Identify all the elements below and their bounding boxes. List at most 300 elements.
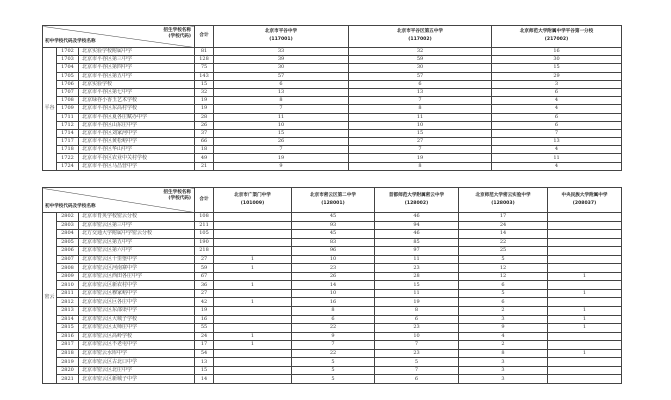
table-row xyxy=(43,358,622,367)
quota-cell: 45 xyxy=(292,213,375,222)
quota-cell: 13 xyxy=(492,138,622,146)
school-code-cell: 1712 xyxy=(57,121,79,129)
quota-cell: 2 xyxy=(459,341,548,350)
diagonal-header-cell xyxy=(43,26,195,48)
quota-cell: 1 xyxy=(214,281,292,290)
quota-cell: 23 xyxy=(375,349,459,358)
quota-cell: 10 xyxy=(292,289,375,298)
school-name-cell: 北京市密云区新农村中学 xyxy=(79,281,195,290)
quota-cell: 7 xyxy=(375,366,459,375)
table-row xyxy=(43,238,622,247)
quota-cell: 11 xyxy=(492,154,622,162)
school-code-cell: 2802 xyxy=(57,213,79,222)
school-code-cell: 1704 xyxy=(57,64,79,72)
quota-cell: 6 xyxy=(492,88,622,96)
column-school-name: 北京师范大学附属中学平谷第一分校 xyxy=(519,29,594,35)
table-row xyxy=(43,64,622,72)
table-row xyxy=(43,121,622,129)
quota-cell: 1 xyxy=(548,315,622,324)
total-cell: 13 xyxy=(195,358,214,367)
quota-cell: 1 xyxy=(548,307,622,316)
quota-cell: 4 xyxy=(459,332,548,341)
school-name-cell: 北京市密云区西田各庄中学 xyxy=(79,272,195,281)
table-row xyxy=(43,272,622,281)
quota-cell: 15 xyxy=(375,281,459,290)
school-column-header xyxy=(214,26,349,48)
quota-cell: 1 xyxy=(548,272,622,281)
quota-cell: 6 xyxy=(214,80,349,88)
school-code-cell: 2815 xyxy=(57,324,79,333)
quota-cell: 24 xyxy=(459,221,548,230)
total-cell: 36 xyxy=(195,281,214,290)
quota-cell: 26 xyxy=(292,272,375,281)
school-code-cell: 1722 xyxy=(57,154,79,162)
school-name-cell: 北京市平谷区华山中学 xyxy=(79,146,195,154)
total-cell: 49 xyxy=(195,154,214,162)
table-row xyxy=(43,146,622,154)
quota-cell xyxy=(214,375,292,384)
quota-cell xyxy=(214,349,292,358)
quota-cell: 4 xyxy=(492,162,622,170)
school-code-cell: 1714 xyxy=(57,129,79,137)
quota-cell: 93 xyxy=(292,221,375,230)
quota-cell: 10 xyxy=(214,121,349,129)
quota-cell: 3 xyxy=(459,375,548,384)
total-cell: 128 xyxy=(195,56,214,64)
quota-cell: 9 xyxy=(459,324,548,333)
quota-cell: 6 xyxy=(375,375,459,384)
total-cell: 19 xyxy=(195,105,214,113)
table-row xyxy=(43,264,622,273)
quota-cell: 25 xyxy=(459,247,548,256)
table-row xyxy=(43,162,622,170)
quota-cell: 5 xyxy=(459,289,548,298)
school-code-cell: 2809 xyxy=(57,272,79,281)
total-cell: 54 xyxy=(195,349,214,358)
school-name-cell: 北京市密云区新城子中学 xyxy=(79,375,195,384)
table-row xyxy=(43,230,622,239)
quota-cell: 46 xyxy=(375,213,459,222)
school-code-cell: 2810 xyxy=(57,281,79,290)
school-name-cell: 北京市密云区十里堡中学 xyxy=(79,255,195,264)
school-name-cell: 北京市密云区古北口中学 xyxy=(79,358,195,367)
quota-cell: 6 xyxy=(459,298,548,307)
school-code-cell: 2817 xyxy=(57,341,79,350)
school-name-cell: 北京市平谷区第七中学 xyxy=(79,88,195,96)
table-row xyxy=(43,113,622,121)
target-label: 招生学校名称 xyxy=(163,190,191,195)
quota-cell: 57 xyxy=(349,72,492,80)
table-row xyxy=(43,247,622,256)
column-school-code: (128001) xyxy=(321,200,345,206)
school-code-cell: 2814 xyxy=(57,315,79,324)
quota-cell: 6 xyxy=(292,315,375,324)
school-code-cell: 1717 xyxy=(57,138,79,146)
school-code-cell: 1709 xyxy=(57,105,79,113)
quota-cell xyxy=(214,307,292,316)
quota-cell: 15 xyxy=(214,129,349,137)
miyun-allocation-table xyxy=(42,187,622,384)
quota-cell: 30 xyxy=(349,64,492,72)
quota-cell xyxy=(548,298,622,307)
school-code-cell: 2816 xyxy=(57,332,79,341)
school-name-cell: 北京市平谷区刘家河中学 xyxy=(79,129,195,137)
quota-cell: 11 xyxy=(349,113,492,121)
quota-cell: 6 xyxy=(492,121,622,129)
school-name-cell: 北京实验学校 xyxy=(79,80,195,88)
column-school-code: (208037) xyxy=(572,200,597,206)
quota-cell: 23 xyxy=(292,264,375,273)
school-name-cell: 北京市密云区太师庄中学 xyxy=(79,324,195,333)
quota-cell xyxy=(548,247,622,256)
column-school-name: 北京师范大学密云实验中学 xyxy=(475,192,531,198)
quota-cell: 5 xyxy=(375,358,459,367)
quota-cell: 96 xyxy=(292,247,375,256)
school-code-cell: 2820 xyxy=(57,366,79,375)
total-cell: 18 xyxy=(195,146,214,154)
total-cell: 67 xyxy=(195,272,214,281)
quota-cell xyxy=(214,289,292,298)
header-row xyxy=(43,188,622,213)
quota-cell xyxy=(214,324,292,333)
quota-cell: 4 xyxy=(492,105,622,113)
column-school-code: (117002) xyxy=(408,37,432,42)
quota-cell xyxy=(548,341,622,350)
quota-cell: 13 xyxy=(349,88,492,96)
table-row xyxy=(43,298,622,307)
quota-cell: 4 xyxy=(492,97,622,105)
total-cell: 14 xyxy=(195,375,214,384)
quota-cell: 11 xyxy=(214,113,349,121)
total-cell: 27 xyxy=(195,289,214,298)
total-cell: 19 xyxy=(195,97,214,105)
quota-cell: 22 xyxy=(292,349,375,358)
total-header: 合计 xyxy=(195,188,214,213)
table-row xyxy=(43,332,622,341)
school-code-cell: 1706 xyxy=(57,80,79,88)
table-row xyxy=(43,138,622,146)
quota-cell: 5 xyxy=(292,358,375,367)
quota-cell: 15 xyxy=(349,129,492,137)
total-cell: 218 xyxy=(195,247,214,256)
quota-cell xyxy=(214,358,292,367)
quota-cell: 57 xyxy=(214,72,349,80)
quota-cell: 16 xyxy=(492,48,622,56)
table-row xyxy=(43,281,622,290)
total-cell: 16 xyxy=(195,315,214,324)
total-cell: 75 xyxy=(195,64,214,72)
quota-cell xyxy=(548,358,622,367)
quota-cell: 1 xyxy=(214,332,292,341)
table-row xyxy=(43,154,622,162)
quota-cell: 5 xyxy=(292,366,375,375)
quota-cell: 1 xyxy=(548,289,622,298)
school-code-cell: 2804 xyxy=(57,230,79,239)
table-row xyxy=(43,341,622,350)
school-name-cell: 北京市育英学校密云分校 xyxy=(79,213,195,222)
quota-cell: 30 xyxy=(214,64,349,72)
quota-cell: 15 xyxy=(492,64,622,72)
quota-cell: 3 xyxy=(459,358,548,367)
quota-cell: 8 xyxy=(375,307,459,316)
quota-cell xyxy=(214,238,292,247)
quota-cell: 7 xyxy=(375,341,459,350)
total-cell: 42 xyxy=(195,298,214,307)
quota-cell: 1 xyxy=(548,349,622,358)
quota-cell: 14 xyxy=(459,230,548,239)
quota-cell: 5 xyxy=(459,255,548,264)
quota-cell: 85 xyxy=(375,238,459,247)
quota-cell: 4 xyxy=(492,146,622,154)
quota-cell xyxy=(548,238,622,247)
table-row xyxy=(43,221,622,230)
target-label: 招生学校名称 xyxy=(163,28,191,33)
school-code-cell: 1703 xyxy=(57,56,79,64)
table-row xyxy=(43,105,622,113)
school-name-cell: 北京市密云区北庄中学 xyxy=(79,366,195,375)
school-column-header xyxy=(492,26,622,48)
school-name-cell: 北京市平谷区第三中学 xyxy=(79,56,195,64)
school-name-cell: 北京市平谷区马昌营中学 xyxy=(79,162,195,170)
target-code-label: (学校代码) xyxy=(168,33,191,39)
quota-cell: 33 xyxy=(214,48,349,56)
total-cell: 190 xyxy=(195,238,214,247)
quota-cell: 19 xyxy=(375,298,459,307)
school-name-cell: 北京市平谷区东高村学校 xyxy=(79,105,195,113)
quota-cell: 12 xyxy=(459,272,548,281)
quota-cell: 6 xyxy=(349,80,492,88)
quota-cell xyxy=(548,332,622,341)
quota-cell: 8 xyxy=(214,97,349,105)
total-cell: 19 xyxy=(195,307,214,316)
quota-cell: 6 xyxy=(459,281,548,290)
quota-cell: 7 xyxy=(349,146,492,154)
quota-cell: 7 xyxy=(349,97,492,105)
quota-cell xyxy=(548,221,622,230)
quota-cell: 16 xyxy=(292,298,375,307)
school-name-cell: 北京实验学校附属中学 xyxy=(79,48,195,56)
total-cell: 37 xyxy=(195,129,214,137)
school-code-cell: 1707 xyxy=(57,88,79,96)
column-school-name: 首都师范大学附属密云中学 xyxy=(388,192,445,198)
school-column-header xyxy=(214,188,292,213)
school-name-cell: 北京市密云区高岭学校 xyxy=(79,332,195,341)
quota-cell xyxy=(548,213,622,222)
school-column-header xyxy=(459,188,548,213)
quota-cell: 8 xyxy=(349,105,492,113)
school-column-header xyxy=(292,188,375,213)
total-cell: 26 xyxy=(195,121,214,129)
column-school-code: (101009) xyxy=(240,200,265,206)
total-cell: 143 xyxy=(195,72,214,80)
quota-cell: 39 xyxy=(214,56,349,64)
total-cell: 24 xyxy=(195,332,214,341)
school-code-cell: 2821 xyxy=(57,375,79,384)
quota-cell: 22 xyxy=(292,324,375,333)
column-school-name: 北京市广渠门中学 xyxy=(234,192,271,198)
quota-cell: 17 xyxy=(459,213,548,222)
total-cell: 66 xyxy=(195,138,214,146)
school-column-header xyxy=(375,188,459,213)
quota-cell: 19 xyxy=(214,154,349,162)
header-row xyxy=(43,26,622,48)
quota-cell: 32 xyxy=(349,48,492,56)
quota-cell: 27 xyxy=(349,138,492,146)
total-cell: 17 xyxy=(195,341,214,350)
table-row xyxy=(43,213,622,222)
quota-cell: 3 xyxy=(459,315,548,324)
total-cell: 15 xyxy=(195,80,214,88)
total-cell: 59 xyxy=(195,264,214,273)
table-row xyxy=(43,88,622,96)
quota-cell: 8 xyxy=(349,162,492,170)
school-code-cell: 1702 xyxy=(57,48,79,56)
table-row xyxy=(43,97,622,105)
quota-cell xyxy=(548,281,622,290)
quota-cell xyxy=(214,315,292,324)
quota-cell: 7 xyxy=(214,105,349,113)
table-row xyxy=(43,72,622,80)
quota-cell: 3 xyxy=(492,80,622,88)
school-name-cell: 北方交通大学附属中学密云分校 xyxy=(79,230,195,239)
quota-cell: 14 xyxy=(292,281,375,290)
school-name-cell: 北京市密云区东邵渠中学 xyxy=(79,307,195,316)
quota-cell xyxy=(548,230,622,239)
table-row xyxy=(43,289,622,298)
quota-cell: 7 xyxy=(214,146,349,154)
quota-cell: 8 xyxy=(292,307,375,316)
total-cell: 105 xyxy=(195,230,214,239)
quota-cell: 11 xyxy=(375,255,459,264)
total-cell: 27 xyxy=(195,255,214,264)
quota-cell: 12 xyxy=(459,264,548,273)
total-cell: 15 xyxy=(195,366,214,375)
school-code-cell: 1718 xyxy=(57,146,79,154)
quota-cell: 3 xyxy=(459,366,548,375)
quota-cell: 1 xyxy=(214,298,292,307)
quota-cell: 59 xyxy=(349,56,492,64)
quota-cell: 10 xyxy=(375,332,459,341)
total-header: 合计 xyxy=(195,26,214,48)
quota-cell: 46 xyxy=(375,230,459,239)
table-row xyxy=(43,48,622,56)
total-cell: 81 xyxy=(195,48,214,56)
table-row xyxy=(43,255,622,264)
school-name-cell: 北京市密云区不老屯中学 xyxy=(79,341,195,350)
quota-cell: 8 xyxy=(459,349,548,358)
region-cell: 平谷 xyxy=(43,48,57,171)
table-row xyxy=(43,324,622,333)
quota-cell xyxy=(548,375,622,384)
quota-cell: 1 xyxy=(214,264,292,273)
target-school-label xyxy=(163,190,191,202)
quota-cell: 1 xyxy=(548,324,622,333)
school-name-cell: 北京市密云区第三中学 xyxy=(79,221,195,230)
school-name-cell: 北京市平谷区黄松峪中学 xyxy=(79,138,195,146)
quota-cell: 6 xyxy=(375,315,459,324)
school-name-cell: 北京市密云区穆家峪中学 xyxy=(79,289,195,298)
table-row xyxy=(43,80,622,88)
school-code-cell: 2805 xyxy=(57,238,79,247)
quota-cell: 11 xyxy=(375,289,459,298)
quota-cell xyxy=(214,247,292,256)
school-name-cell: 北京市平谷区第五中学 xyxy=(79,72,195,80)
school-code-cell: 2818 xyxy=(57,349,79,358)
quota-cell: 1 xyxy=(214,341,292,350)
school-name-cell: 北京市密云区大城子学校 xyxy=(79,315,195,324)
quota-cell: 13 xyxy=(214,88,349,96)
table-row xyxy=(43,375,622,384)
school-column-header xyxy=(548,188,622,213)
quota-cell: 23 xyxy=(375,324,459,333)
column-school-code: (128003) xyxy=(491,200,515,206)
column-school-name: 中央民族大学附属中学 xyxy=(561,192,608,198)
total-cell: 28 xyxy=(195,113,214,121)
target-school-label xyxy=(163,28,191,40)
quota-cell: 19 xyxy=(349,154,492,162)
school-code-cell: 2813 xyxy=(57,307,79,316)
school-code-cell: 2819 xyxy=(57,358,79,367)
total-cell: 21 xyxy=(195,162,214,170)
table-row xyxy=(43,315,622,324)
school-name-cell: 北京市密云区河南寨中学 xyxy=(79,264,195,273)
quota-cell xyxy=(214,272,292,281)
school-code-cell: 2807 xyxy=(57,255,79,264)
quota-cell xyxy=(214,221,292,230)
total-cell: 32 xyxy=(195,88,214,96)
column-school-name: 北京市平谷中学 xyxy=(264,29,298,35)
quota-cell: 2 xyxy=(459,307,548,316)
school-name-cell: 北京绿谷小香玉艺术学校 xyxy=(79,97,195,105)
column-school-code: (128002) xyxy=(404,200,429,206)
school-name-cell: 北京市密云水库中学 xyxy=(79,349,195,358)
quota-cell xyxy=(548,366,622,375)
school-code-cell: 2806 xyxy=(57,247,79,256)
school-code-cell: 1705 xyxy=(57,72,79,80)
quota-cell xyxy=(214,213,292,222)
table-row xyxy=(43,56,622,64)
table-row xyxy=(43,366,622,375)
column-school-name: 北京市平谷区第五中学 xyxy=(397,29,443,35)
quota-cell xyxy=(214,366,292,375)
column-school-code: (217002) xyxy=(544,37,569,42)
table-row xyxy=(43,349,622,358)
school-code-cell: 1708 xyxy=(57,97,79,105)
column-school-code: (117001) xyxy=(269,37,293,42)
school-name-cell: 北京市密云区巨各庄中学 xyxy=(79,298,195,307)
school-name-cell: 北京市平谷区山东庄中学 xyxy=(79,121,195,129)
quota-cell: 1 xyxy=(214,255,292,264)
quota-cell: 94 xyxy=(375,221,459,230)
total-cell: 108 xyxy=(195,213,214,222)
quota-cell: 7 xyxy=(292,341,375,350)
quota-cell: 10 xyxy=(292,255,375,264)
school-code-cell: 2808 xyxy=(57,264,79,273)
quota-cell: 45 xyxy=(292,230,375,239)
quota-cell: 83 xyxy=(292,238,375,247)
quota-cell: 26 xyxy=(214,138,349,146)
quota-cell: 7 xyxy=(492,129,622,137)
quota-cell xyxy=(548,255,622,264)
school-name-cell: 北京市平谷区第四中学 xyxy=(79,64,195,72)
quota-cell: 9 xyxy=(292,332,375,341)
quota-cell: 97 xyxy=(375,247,459,256)
quota-cell: 28 xyxy=(375,272,459,281)
diagonal-header-cell xyxy=(43,188,195,213)
quota-cell xyxy=(548,264,622,273)
quota-cell: 9 xyxy=(214,162,349,170)
source-school-label: 初中学校代码及学校名称 xyxy=(45,39,96,45)
